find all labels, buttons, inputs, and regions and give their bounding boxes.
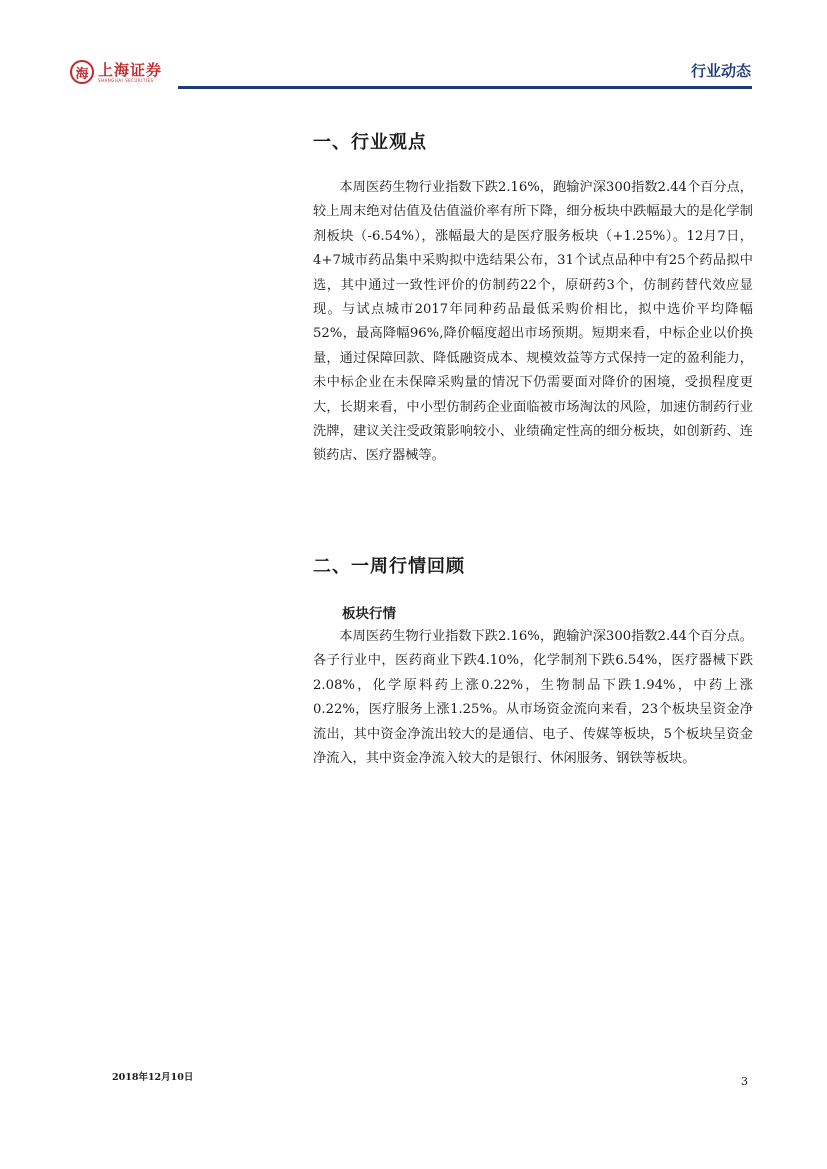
industry-view-paragraph: 本周医药生物行业指数下跌2.16%，跑输沪深300指数2.44个百分点，较上周末绝对估值及估值溢价率有所下降，细分板块中跌幅最大的是化学制剂板块（-6.54%），涨幅最大的是医疗服务板块（+1.25%）。12月7日，4+7城市药品集中采购拟中选结果公布，31个试点品种中有25个药品拟中选，其中通过一致性评价的仿制药22个，原研药3个，仿制药替代效应显现。与试点城市2017年同种药品最低采购价相比，拟中选价平均降幅52%，最高降幅96%,降价幅度超出市场预期。短期来看，中标企业以价换量，通过保障回款、降低融资成本、规模效益等方式保持一定的盈利能力，未中标企业在未保障采购量的情况下仍需要面对降价的困境，受损程度更大，长期来看，中小型仿制药企业面临被市场淘汰的风险，加速仿制药行业洗牌，建议关注受政策影响较小、业绩确定性高的细分板块，如创新药、连锁药店、医疗器械等。 (313, 180, 753, 464)
report-type-label: 行业动态 (690, 62, 751, 80)
section-title-weekly-review: 二、一周行情回顾 (313, 556, 465, 577)
page-header (0, 0, 827, 100)
logo-chinese-name: 上海证券 (98, 60, 163, 79)
logo-text (98, 62, 162, 83)
page-number: 3 (741, 1075, 748, 1088)
company-logo (70, 60, 162, 84)
subheading-sector-market: 板块行情 (342, 606, 396, 622)
section-title-industry-view: 一、行业观点 (313, 132, 427, 153)
footer-date: 2018年12月10日 (112, 1072, 194, 1083)
weekly-review-paragraph: 本周医药生物行业指数下跌2.16%，跑输沪深300指数2.44个百分点。各子行业中，医药商业下跌4.10%，化学制剂下跌6.54%，医疗器械下跌2.08%，化学原料药上涨0.22%，生物制品下跌1.94%，中药上涨0.22%，医疗服务上涨1.25%。从市场资金流向来看，23个板块呈资金净流出，其中资金净流出较大的是通信、电子、传媒等板块，5个板块呈资金净流入，其中资金净流入较大的是银行、休闲服务、钢铁等板块。 (313, 629, 753, 767)
header-divider (178, 86, 752, 89)
logo-english-name: SHANGHAI SECURITIES (98, 77, 154, 83)
logo-emblem-icon: 海 (70, 60, 94, 84)
